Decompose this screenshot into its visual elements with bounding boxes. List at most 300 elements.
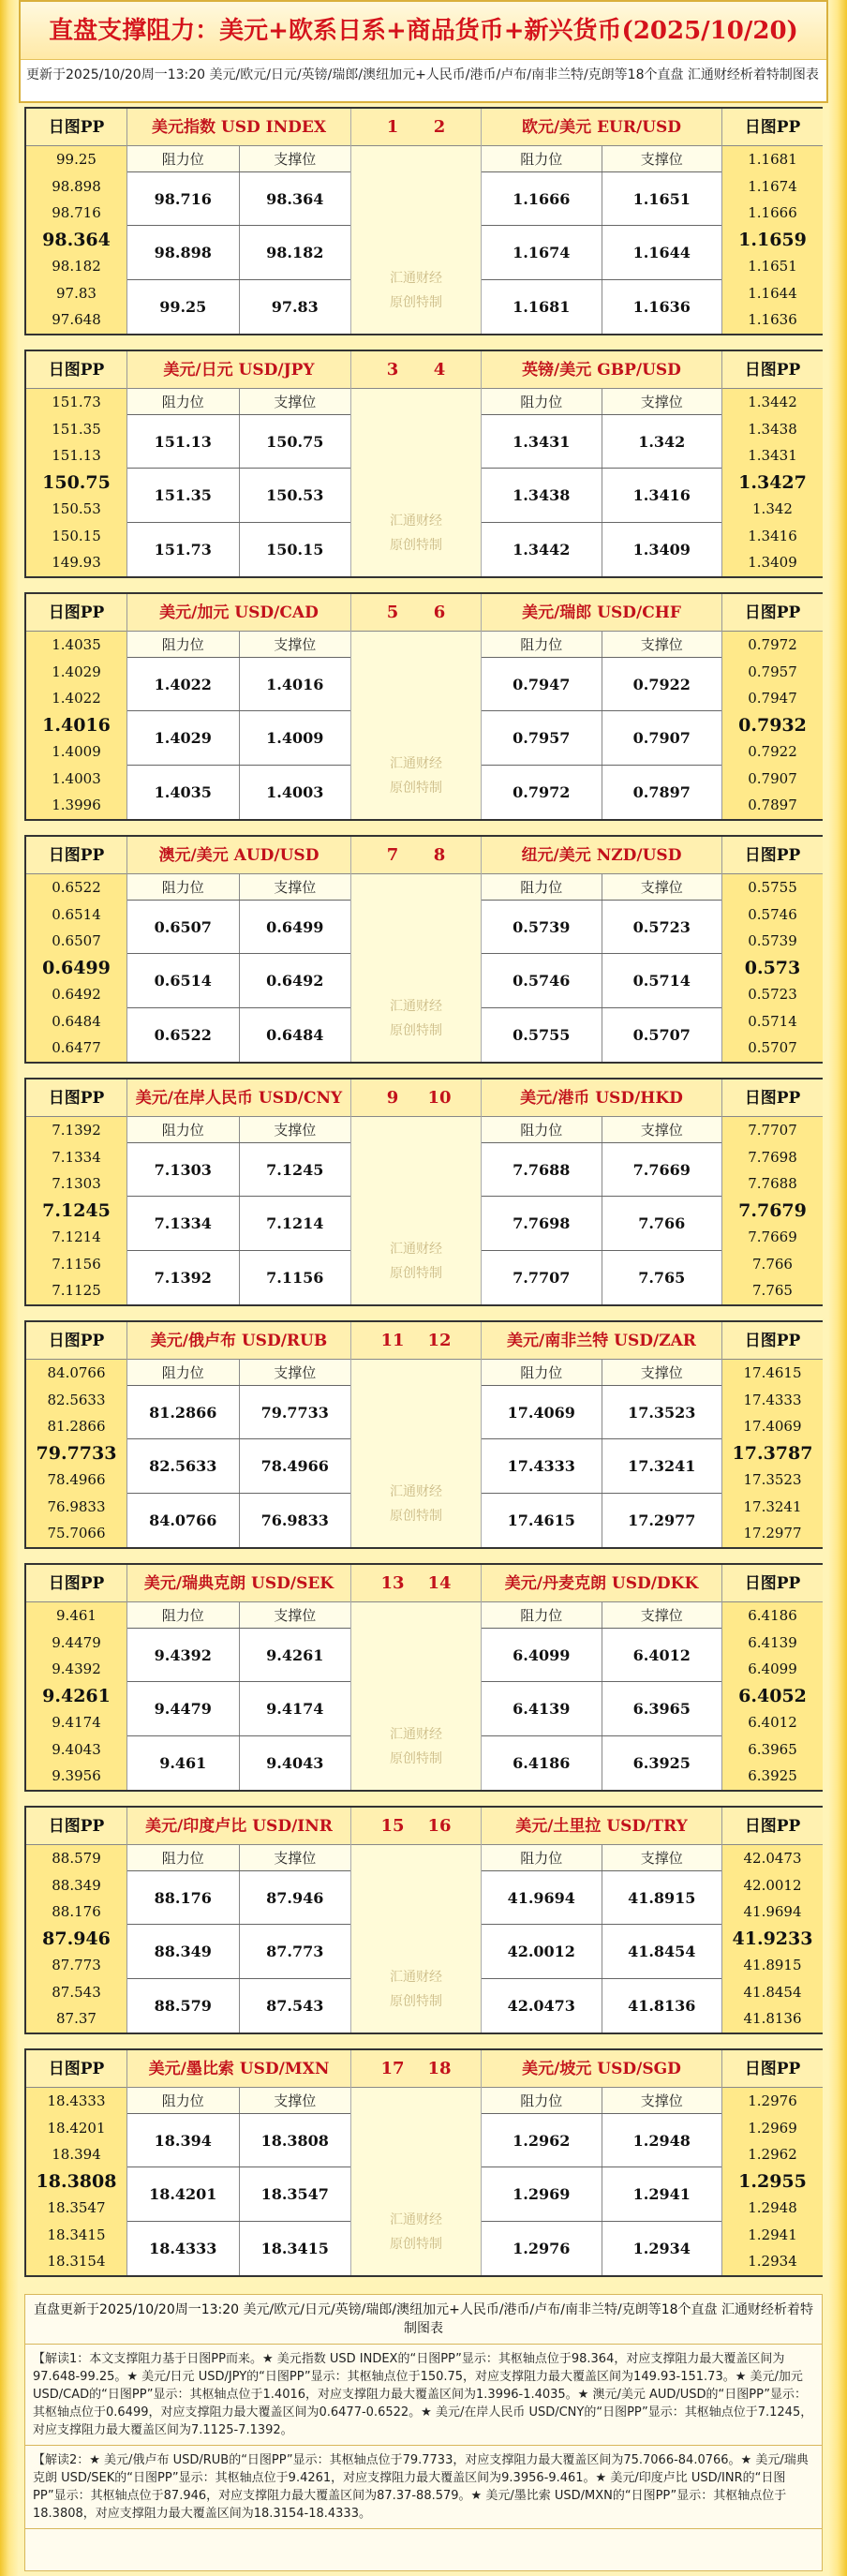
pp-value: 98.182: [52, 258, 101, 275]
levels-row: [482, 766, 721, 819]
pp-value: 1.1681: [748, 151, 797, 168]
resistance-value: 41.9694: [482, 1871, 602, 1924]
support-value: 1.4009: [240, 711, 351, 764]
update-subtitle: 更新于2025/10/20周一13:20 美元/欧元/日元/英镑/瑞郎/澳纽加元+人民币/港币/卢布/南非兰特/克朗等18个直盘 汇通财经析着特制图表: [26, 67, 819, 82]
support-value: 87.773: [240, 1925, 351, 1977]
levels-row: [482, 2167, 721, 2221]
pair-numbers: [351, 837, 481, 874]
pair-name-right: 欧元/美元 EUR/USD: [482, 109, 721, 146]
pivot-value: 79.7733: [36, 1442, 117, 1464]
pp-value: 82.5633: [47, 1391, 106, 1408]
pp-column-right: [721, 1322, 823, 1547]
pp-column-left: [26, 1322, 127, 1547]
levels-table-header: [482, 389, 721, 415]
pp-value: 7.7698: [748, 1148, 797, 1166]
levels-row: [127, 1682, 350, 1735]
watermark-line: 汇通财经: [390, 1242, 442, 1257]
pp-column-header: 日图PP: [722, 351, 823, 389]
support-value: 17.3523: [602, 1386, 722, 1438]
support-value: 150.75: [240, 415, 351, 468]
support-value: 7.766: [602, 1197, 722, 1249]
support-value: 18.3547: [240, 2167, 351, 2220]
watermark-line: 原创特制: [390, 1751, 442, 1766]
pp-value: 17.3523: [743, 1471, 802, 1488]
resistance-value: 151.35: [127, 469, 240, 521]
resistance-value: 18.4201: [127, 2167, 240, 2220]
pair-number-column: [350, 1565, 482, 1790]
support-value: 1.2948: [602, 2114, 722, 2167]
resistance-value: 1.4035: [127, 766, 240, 819]
levels-row: [127, 2167, 350, 2221]
resistance-value: 1.1666: [482, 172, 602, 225]
pp-column-header: 日图PP: [722, 1808, 823, 1845]
levels-row: [127, 1736, 350, 1790]
support-value: 76.9833: [240, 1494, 351, 1547]
pp-column-right: [721, 109, 823, 334]
levels-table-header: [127, 874, 350, 901]
pair-name-right: 美元/瑞郎 USD/CHF: [482, 594, 721, 632]
levels-table-right: [482, 2088, 721, 2275]
pp-value: 151.35: [52, 420, 101, 438]
resistance-value: 1.3442: [482, 523, 602, 576]
watermark: [351, 266, 481, 315]
support-header: 支撑位: [274, 2092, 317, 2109]
pp-value: 7.766: [752, 1255, 793, 1273]
levels-row: [482, 2222, 721, 2275]
levels-table-left: [127, 1602, 350, 1790]
pp-column-left: [26, 1080, 127, 1304]
pair-name-right: 美元/坡元 USD/SGD: [482, 2050, 721, 2088]
pp-value: 0.5746: [748, 905, 797, 923]
pivot-value: 7.7679: [738, 1199, 807, 1221]
resistance-value: 98.716: [127, 172, 240, 225]
pp-value: 42.0473: [743, 1850, 802, 1867]
resistance-value: 42.0473: [482, 1979, 602, 2033]
resistance-header: 阻力位: [482, 2088, 602, 2113]
pair-number-right: 8: [433, 845, 446, 865]
resistance-value: 1.2969: [482, 2167, 602, 2220]
pp-value: 6.3925: [748, 1767, 797, 1784]
support-value: 1.4016: [240, 658, 351, 710]
support-value: 18.3415: [240, 2222, 351, 2275]
resistance-header: 阻力位: [127, 146, 240, 171]
resistance-value: 82.5633: [127, 1439, 240, 1492]
pp-value: 76.9833: [47, 1497, 106, 1515]
levels-row: [127, 172, 350, 226]
resistance-value: 42.0012: [482, 1925, 602, 1977]
pair-numbers: [351, 2050, 481, 2088]
pp-column-header: 日图PP: [26, 1808, 126, 1845]
support-value: 41.8136: [602, 1979, 722, 2033]
support-value: 87.946: [240, 1871, 351, 1924]
footer: [24, 2294, 823, 2571]
pair-name-left: 美元/印度卢比 USD/INR: [127, 1808, 350, 1845]
pp-value: 99.25: [56, 151, 97, 168]
pp-value: 18.4201: [47, 2119, 106, 2137]
pair-numbers: [351, 1565, 481, 1602]
support-value: 1.4003: [240, 766, 351, 819]
levels-row: [127, 2114, 350, 2167]
pair-number-column: [350, 351, 482, 576]
levels-row: [127, 226, 350, 279]
support-value: 0.6484: [240, 1008, 351, 1062]
resistance-header: 阻力位: [482, 1360, 602, 1385]
pp-value: 18.3154: [47, 2253, 106, 2270]
support-value: 6.3965: [602, 1682, 722, 1735]
watermark-line: 原创特制: [390, 1266, 442, 1281]
support-value: 1.1651: [602, 172, 722, 225]
levels-row: [127, 1143, 350, 1197]
levels-row: [127, 711, 350, 765]
support-value: 1.2934: [602, 2222, 722, 2275]
levels-table-header: [127, 389, 350, 415]
pair-block: [24, 1320, 823, 1549]
pp-value: 149.93: [52, 554, 101, 571]
pp-column-left: [26, 1808, 127, 2033]
levels-table-left: [127, 632, 350, 819]
levels-table-right: [482, 1117, 721, 1304]
pp-column-header: 日图PP: [722, 1080, 823, 1117]
resistance-value: 0.5755: [482, 1008, 602, 1062]
resistance-value: 0.6514: [127, 954, 240, 1006]
resistance-header: 阻力位: [482, 389, 602, 414]
levels-row: [482, 1143, 721, 1197]
pp-column-header: 日图PP: [26, 1322, 126, 1360]
support-value: 98.364: [240, 172, 351, 225]
pp-value: 7.7688: [748, 1175, 797, 1192]
resistance-value: 98.898: [127, 226, 240, 278]
levels-row: [482, 1979, 721, 2033]
pp-value: 1.3438: [748, 420, 797, 438]
pp-value: 7.1392: [52, 1122, 101, 1139]
watermark-line: 原创特制: [390, 1994, 442, 2009]
support-value: 1.3409: [602, 523, 722, 576]
pivot-value: 17.3787: [732, 1442, 813, 1464]
levels-row: [127, 1871, 350, 1925]
pair-numbers: [351, 109, 481, 146]
levels-row: [127, 1629, 350, 1682]
resistance-value: 1.2962: [482, 2114, 602, 2167]
pair-number-right: 16: [427, 1816, 452, 1836]
pp-column-right: [721, 351, 823, 576]
resistance-value: 6.4099: [482, 1629, 602, 1681]
pair-number-left: 13: [380, 1573, 405, 1593]
pp-value: 17.3241: [743, 1497, 802, 1515]
pp-value: 1.1666: [748, 204, 797, 221]
pp-column-header: 日图PP: [722, 2050, 823, 2088]
pp-value: 7.7669: [748, 1228, 797, 1245]
levels-row: [482, 469, 721, 522]
pair-numbers: [351, 1322, 481, 1360]
levels-row: [482, 1494, 721, 1547]
pp-value: 6.3965: [748, 1740, 797, 1758]
pp-value: 1.342: [752, 500, 793, 517]
levels-table-header: [127, 2088, 350, 2114]
pp-value: 0.6492: [52, 986, 101, 1003]
pp-value: 7.1125: [52, 1282, 101, 1299]
pp-value: 1.3416: [748, 527, 797, 544]
support-value: 78.4966: [240, 1439, 351, 1492]
pp-value: 7.1156: [52, 1255, 101, 1273]
support-header: 支撑位: [274, 394, 317, 410]
support-value: 7.7669: [602, 1143, 722, 1196]
levels-row: [127, 1494, 350, 1547]
support-header: 支撑位: [640, 636, 683, 653]
pp-column-right: [721, 2050, 823, 2275]
pp-column-right: [721, 1565, 823, 1790]
pp-value: 1.4022: [52, 690, 101, 707]
pp-value: 17.4069: [743, 1418, 802, 1435]
pp-column-left: [26, 109, 127, 334]
pp-value: 7.7707: [748, 1122, 797, 1139]
pair-number-right: 10: [427, 1088, 452, 1108]
pp-column-header: 日图PP: [26, 109, 126, 146]
levels-table-header: [127, 1602, 350, 1629]
resistance-value: 7.1392: [127, 1251, 240, 1304]
pivot-value: 150.75: [42, 471, 111, 493]
levels-table-header: [482, 1360, 721, 1386]
footer-note-2: 【解读2：★ 美元/俄卢布 USD/RUB的“日图PP”显示：其枢轴点位于79.7733，对应支撑阻力最大覆盖区间为75.7066-84.0766。★ 美元/瑞典克朗 USD/SEK的“日图PP”显示：其枢轴点位于9.4261，对应支撑阻力最大覆盖区间为9.3956-9.461。★ 美元/印度卢比 USD/INR的“日图PP”显示：其枢轴点位于87.946，对应支撑阻力最大覆盖区间为87.37-88.579。★ 美元/墨比索 USD/MXN的“日图PP”显示：其枢轴点位于18.3808，对应支撑阻力最大覆盖区间为18.3154-18.4333。: [25, 2446, 822, 2529]
resistance-header: 阻力位: [482, 1845, 602, 1870]
support-header: 支撑位: [274, 1850, 317, 1867]
pair-number-right: 2: [433, 117, 446, 137]
levels-row: [127, 901, 350, 954]
levels-table-header: [482, 2088, 721, 2114]
levels-row: [482, 711, 721, 765]
watermark-line: 原创特制: [390, 1023, 442, 1038]
watermark-line: 汇通财经: [390, 271, 442, 286]
resistance-value: 9.461: [127, 1736, 240, 1790]
support-value: 0.7922: [602, 658, 722, 710]
levels-row: [127, 469, 350, 522]
support-header: 支撑位: [640, 1122, 683, 1139]
support-value: 9.4174: [240, 1682, 351, 1735]
levels-table-header: [127, 1360, 350, 1386]
pivot-value: 9.4261: [42, 1685, 111, 1706]
levels-row: [482, 1682, 721, 1735]
levels-table-header: [482, 874, 721, 901]
pair-block: [24, 107, 823, 335]
pp-value: 1.4029: [52, 663, 101, 680]
levels-row: [127, 280, 350, 334]
watermark: [351, 1965, 481, 2014]
support-header: 支撑位: [274, 1364, 317, 1381]
resistance-value: 0.5746: [482, 954, 602, 1006]
pair-name-left: 美元/墨比索 USD/MXN: [127, 2050, 350, 2088]
resistance-value: 6.4139: [482, 1682, 602, 1735]
levels-table-left: [127, 1360, 350, 1547]
pair-number-left: 9: [386, 1088, 399, 1108]
levels-table-header: [127, 1117, 350, 1143]
pp-value: 97.83: [56, 284, 97, 302]
pp-value: 1.1651: [748, 258, 797, 275]
pp-value: 41.9694: [743, 1903, 802, 1920]
support-value: 17.2977: [602, 1494, 722, 1547]
pp-value: 87.543: [52, 1983, 101, 2001]
resistance-value: 0.7972: [482, 766, 602, 819]
pivot-value: 98.364: [42, 229, 111, 250]
levels-table-right: [482, 632, 721, 819]
pair-numbers: [351, 1080, 481, 1117]
support-value: 6.4012: [602, 1629, 722, 1681]
pp-value: 0.6514: [52, 905, 101, 923]
pair-name-right: 英镑/美元 GBP/USD: [482, 351, 721, 389]
support-header: 支撑位: [640, 1607, 683, 1624]
watermark-line: 汇通财经: [390, 1484, 442, 1499]
pivot-value: 18.3808: [36, 2170, 117, 2192]
levels-row: [127, 1197, 350, 1250]
pp-value: 75.7066: [47, 1525, 106, 1541]
levels-row: [482, 1251, 721, 1304]
pair-block: [24, 2048, 823, 2277]
levels-row: [127, 2222, 350, 2275]
support-value: 98.182: [240, 226, 351, 278]
levels-row: [482, 2114, 721, 2167]
pair-name-right: 美元/港币 USD/HKD: [482, 1080, 721, 1117]
pair-number-column: [350, 109, 482, 334]
pair-number-column: [350, 2050, 482, 2275]
support-value: 1.2941: [602, 2167, 722, 2220]
levels-table-right: [482, 874, 721, 1062]
levels-row: [482, 954, 721, 1007]
levels-table-right: [482, 1845, 721, 2033]
resistance-value: 7.1303: [127, 1143, 240, 1196]
levels-table-left: [127, 146, 350, 334]
pair-name-left: 美元/在岸人民币 USD/CNY: [127, 1080, 350, 1117]
levels-row: [127, 1251, 350, 1304]
levels-row: [482, 1386, 721, 1439]
support-header: 支撑位: [640, 1850, 683, 1867]
support-value: 97.83: [240, 280, 351, 334]
levels-row: [127, 658, 350, 711]
resistance-header: 阻力位: [127, 1117, 240, 1142]
resistance-value: 17.4615: [482, 1494, 602, 1547]
support-header: 支撑位: [274, 1122, 317, 1139]
pp-value: 87.773: [52, 1957, 101, 1973]
resistance-header: 阻力位: [482, 146, 602, 171]
pp-value: 9.461: [56, 1607, 97, 1624]
pp-value: 1.4035: [52, 636, 101, 653]
levels-row: [482, 1736, 721, 1790]
resistance-header: 阻力位: [127, 2088, 240, 2113]
levels-table-header: [127, 1845, 350, 1871]
resistance-value: 0.7957: [482, 711, 602, 764]
pp-value: 0.7922: [748, 743, 797, 760]
pair-number-left: 7: [386, 845, 399, 865]
levels-row: [482, 658, 721, 711]
pp-value: 18.3415: [47, 2226, 106, 2243]
pair-block: [24, 1806, 823, 2034]
levels-row: [127, 1386, 350, 1439]
pp-column-header: 日图PP: [26, 594, 126, 632]
levels-table-left: [127, 874, 350, 1062]
pp-value: 9.4043: [52, 1740, 101, 1758]
pp-column-left: [26, 594, 127, 819]
pp-value: 6.4139: [748, 1633, 797, 1651]
pp-value: 42.0012: [743, 1876, 802, 1894]
pp-value: 88.349: [52, 1876, 101, 1894]
support-value: 0.6499: [240, 901, 351, 953]
pp-value: 1.3442: [748, 394, 797, 410]
resistance-value: 81.2866: [127, 1386, 240, 1438]
support-header: 支撑位: [274, 1607, 317, 1624]
support-value: 7.1214: [240, 1197, 351, 1249]
pp-value: 9.4392: [52, 1660, 101, 1677]
watermark: [351, 1237, 481, 1286]
watermark-line: 原创特制: [390, 2237, 442, 2252]
pp-value: 1.2962: [748, 2146, 797, 2163]
levels-table-right: [482, 1602, 721, 1790]
levels-row: [127, 1439, 350, 1493]
page-title: 直盘支撑阻力：美元+欧系日系+商品货币+新兴货币(2025/10/20): [21, 2, 826, 60]
resistance-value: 9.4392: [127, 1629, 240, 1681]
pp-value: 0.5755: [748, 879, 797, 896]
resistance-value: 1.3431: [482, 415, 602, 468]
pair-name-left: 美元/瑞典克朗 USD/SEK: [127, 1565, 350, 1602]
resistance-value: 7.7698: [482, 1197, 602, 1249]
pair-number-left: 17: [380, 2059, 405, 2078]
pair-block: [24, 835, 823, 1064]
pp-value: 0.7897: [748, 797, 797, 813]
pair-block: [24, 1563, 823, 1792]
levels-row: [127, 523, 350, 576]
resistance-value: 6.4186: [482, 1736, 602, 1790]
resistance-value: 7.1334: [127, 1197, 240, 1249]
pp-value: 1.1636: [748, 311, 797, 328]
levels-table-right: [482, 389, 721, 576]
levels-row: [127, 954, 350, 1007]
pair-number-right: 14: [427, 1573, 452, 1593]
watermark-line: 汇通财经: [390, 1727, 442, 1742]
resistance-header: 阻力位: [127, 389, 240, 414]
pair-number-right: 6: [433, 603, 446, 622]
resistance-value: 151.73: [127, 523, 240, 576]
pair-number-left: 1: [386, 117, 399, 137]
support-value: 18.3808: [240, 2114, 351, 2167]
support-header: 支撑位: [640, 394, 683, 410]
resistance-value: 9.4479: [127, 1682, 240, 1735]
pp-column-header: 日图PP: [26, 837, 126, 874]
support-value: 9.4043: [240, 1736, 351, 1790]
resistance-value: 0.7947: [482, 658, 602, 710]
pivot-value: 0.7932: [738, 714, 807, 736]
pivot-value: 1.2955: [738, 2170, 807, 2192]
pp-value: 87.37: [56, 2010, 97, 2027]
pp-value: 6.4099: [748, 1660, 797, 1677]
pair-numbers: [351, 594, 481, 632]
resistance-header: 阻力位: [482, 874, 602, 900]
support-value: 0.7897: [602, 766, 722, 819]
pp-value: 9.4479: [52, 1633, 101, 1651]
pp-value: 17.4615: [743, 1364, 802, 1381]
levels-table-header: [482, 1845, 721, 1871]
pivot-value: 87.946: [42, 1928, 111, 1949]
support-header: 支撑位: [640, 879, 683, 896]
pair-number-right: 4: [433, 360, 446, 380]
pp-column-header: 日图PP: [26, 351, 126, 389]
support-value: 7.1245: [240, 1143, 351, 1196]
watermark: [351, 1480, 481, 1528]
pair-number-left: 3: [386, 360, 399, 380]
support-value: 150.15: [240, 523, 351, 576]
pp-column-right: [721, 1808, 823, 2033]
pp-value: 88.579: [52, 1850, 101, 1867]
pivot-value: 7.1245: [42, 1199, 111, 1221]
support-header: 支撑位: [640, 151, 683, 168]
pp-value: 1.3431: [748, 447, 797, 464]
levels-row: [482, 1629, 721, 1682]
resistance-value: 1.1681: [482, 280, 602, 334]
